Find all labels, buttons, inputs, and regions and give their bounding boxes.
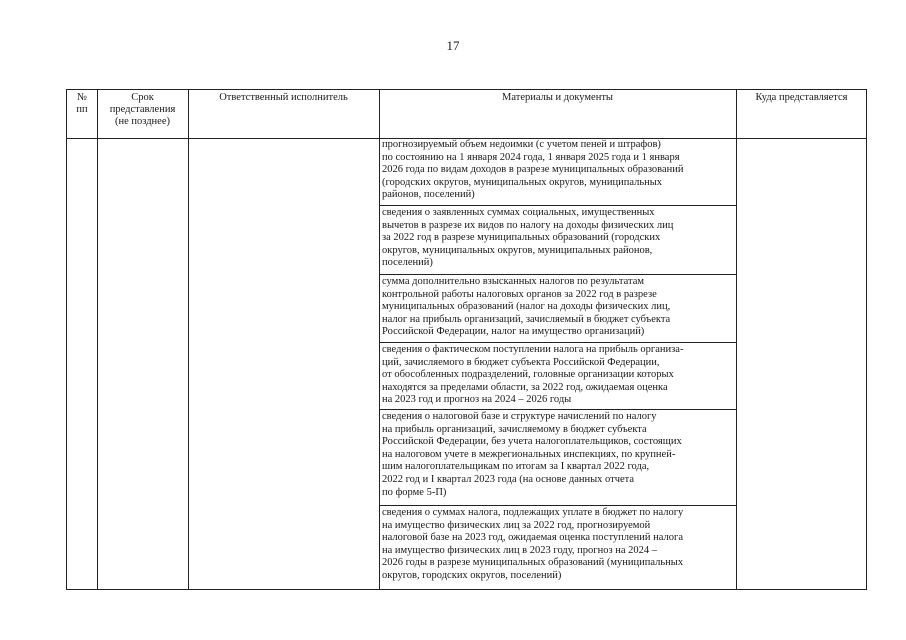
- row-text-line: округов, городских округов, поселений): [382, 569, 562, 581]
- row-text-line: 2026 года по видам доходов в разрезе муниципальных образований: [382, 164, 684, 176]
- row-text-line: на прибыль организаций, зачисляемому в бюджет субъекта: [382, 423, 647, 435]
- row-text-line: ций, зачисляемого в бюджет субъекта Российской Федерации,: [382, 356, 660, 368]
- header-deadline: [97, 92, 188, 128]
- header-line: (не позднее): [114, 116, 170, 127]
- row-text-line: сведения о суммах налога, подлежащих уплате в бюджет по налогу: [382, 507, 684, 518]
- row-text-line: находятся за пределами области, за 2022 год, ожидаемая оценка: [382, 381, 668, 393]
- row-text-line: налог на прибыль организаций, зачисляемый в бюджет субъекта: [382, 313, 671, 325]
- materials-rows: [379, 138, 736, 589]
- table-row: [379, 275, 736, 343]
- row-text-line: на налоговом учете в межрегиональных инспекциях, по крупней-: [382, 448, 676, 460]
- table-row: [379, 506, 736, 589]
- header-number: [67, 92, 97, 116]
- column-divider: [736, 90, 737, 589]
- row-text-line: контрольной работы налоговых органов за 2022 год в разрезе: [382, 288, 657, 300]
- row-text-line: 2026 годы в разрезе муниципальных образований (муниципальных: [382, 557, 684, 569]
- row-text-line: сумма дополнительно взысканных налогов по результатам: [382, 276, 645, 287]
- page-number: 17: [446, 38, 460, 53]
- row-text-line: на имущество физических лиц за 2022 год, прогнозируемой: [382, 519, 651, 531]
- row-text-line: 2022 год и I квартал 2023 года (на основе данных отчета: [382, 473, 635, 485]
- table-row: [379, 138, 736, 206]
- header-line: Материалы и документы: [502, 92, 613, 103]
- column-divider: [188, 90, 189, 589]
- header-line: пп: [76, 104, 88, 115]
- row-text-line: районов, поселений): [382, 189, 475, 201]
- header-line: Куда представляется: [755, 92, 848, 103]
- row-text-line: налоговой базе на 2023 год, ожидаемая оценка поступлений налога: [382, 532, 683, 544]
- column-divider: [97, 90, 98, 589]
- table-row: [379, 343, 736, 410]
- row-text-line: поселений): [382, 257, 433, 269]
- table-row: [379, 206, 736, 275]
- header-line: №: [76, 92, 88, 103]
- table-row: [379, 410, 736, 506]
- row-text-line: сведения о фактическом поступлении налога на прибыль организа-: [382, 344, 684, 355]
- row-text-line: Российской Федерации, налог на имущество организаций): [382, 326, 645, 338]
- row-text-line: по форме 5-П): [382, 486, 447, 498]
- row-text-line: на 2023 год и прогноз на 2024 – 2026 годы: [382, 394, 572, 406]
- row-text-line: (городских округов, муниципальных округов, муниципальных: [382, 176, 663, 188]
- row-text-line: за 2022 год в разрезе муниципальных образований (городских: [382, 232, 661, 244]
- row-text-line: по состоянию на 1 января 2024 года, 1 января 2025 года и 1 января: [382, 151, 680, 163]
- row-text-line: сведения о налоговой базе и структуре начислений по налогу: [382, 411, 657, 422]
- header-line: Ответственный исполнитель: [219, 92, 348, 103]
- row-text-line: сведения о заявленных суммах социальных, имущественных: [382, 207, 655, 218]
- header-executor: [188, 92, 379, 104]
- header-materials: [379, 92, 736, 104]
- row-text-line: на имущество физических лиц в 2023 году, прогноз на 2024 –: [382, 544, 658, 556]
- materials-table: [66, 89, 867, 590]
- row-text-line: вычетов в разрезе их видов по налогу на доходы физических лиц: [382, 219, 674, 231]
- row-text-line: шим налогоплательщикам по итогам за I квартал 2022 года,: [382, 461, 650, 473]
- header-line: Срок: [131, 92, 154, 103]
- header-destination: [736, 92, 867, 104]
- row-text-line: округов, муниципальных округов, муниципальных районов,: [382, 244, 653, 256]
- row-text-line: от обособленных подразделений, головные организации которых: [382, 369, 674, 381]
- row-text-line: прогнозируемый объем недоимки (с учетом пеней и штрафов): [382, 139, 661, 150]
- row-text-line: Российской Федерации, без учета налогоплательщиков, состоящих: [382, 436, 682, 448]
- row-text-line: муниципальных образований (налог на доходы физических лиц,: [382, 301, 671, 313]
- header-line: представления: [109, 104, 176, 115]
